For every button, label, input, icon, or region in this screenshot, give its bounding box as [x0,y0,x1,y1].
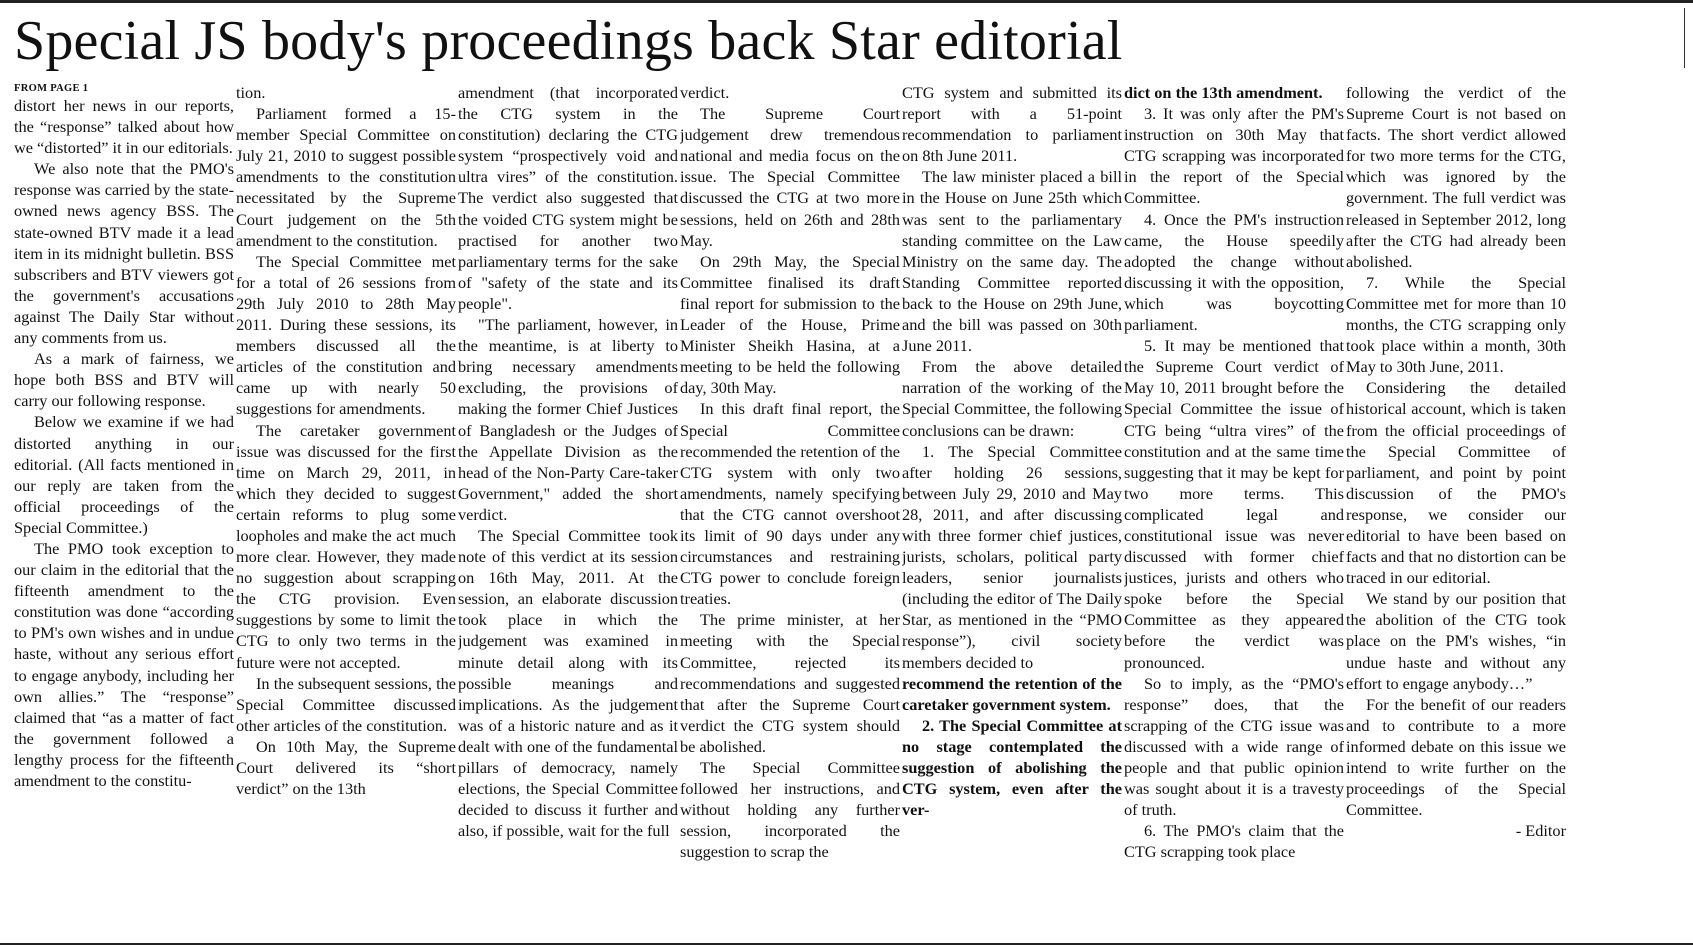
paragraph: 1. The Special Committee after holding 26 sessions, between July 29, 2010 and May 28, 2011, and after discussing with three former chief justices, jurists, scholars, political party leaders, senior journalists (including the editor of The Daily Star, as mentioned in the “PMO response”), civil society members decided to [902,441,1122,672]
bold-paragraph: dict on the 13th amendment. [1124,83,1323,102]
paragraph: 6. The PMO's claim that the CTG scrapping took place [1124,821,1344,862]
column-1 [14,82,234,938]
top-rule [0,0,1693,3]
column-7 [1346,82,1566,938]
paragraph: 7. While the Special Committee met for more than 10 months, the CTG scrapping only took place within a month, 30th May to 30th June, 2011. [1346,272,1566,377]
paragraph: tion. [236,83,266,102]
bold-paragraph: recommend the retention of the caretaker government system. [902,673,1122,714]
paragraph: The caretaker government issue was discussed for the first time on March 29, 2011, in which they decided to suggest certain reforms to plug some loopholes and make the act much more clear. However, they made no suggestion about scrapping the CTG provision. Even suggestions by some to limit the CTG to only two terms in the future were not accepted. [236,420,456,672]
paragraph: The Supreme Court judgement drew tremendous national and media focus on the issue. The Special Committee discussed the CTG at two more sessions, held on 26th and 28th May. [680,104,900,250]
bold-paragraph: 2. The Special Committee at no stage contemplated the suggestion of abolishing the CTG system, even after the ver- [902,715,1122,820]
headline: Special JS body's proceedings back Star editorial [14,10,1123,72]
paragraph: distort her news in our reports, the “response” talked about how we “distorted” it in our editorials. [14,96,234,158]
paragraph: Considering the detailed historical account, which is taken from the official proceedings of the Special Committee of parliament, and point by point discussion of the PMO's response, we consider our editorial to have been based on facts and that no distortion can be traced in our editorial. [1346,378,1566,588]
paragraph: The Special Committee followed her instructions, and without holding any further session, incorporated the suggestion to scrap the [680,758,900,862]
paragraph: "The parliament, however, in the meantime, is at liberty to bring necessary amendments excluding, the provisions of making the former Chief Justices of Bangladesh or the Judges of the Appellate Division as the head of the Non-Party Care-taker Government," added the short verdict. [458,315,678,524]
paragraph: The PMO took exception to our claim in the editorial that the fifteenth amendment to the constitution was done “according to PM's own wishes and in undue haste, without any serious effort to engage anybody, including her own allies.” The “response” claimed that “as a matter of fact the government followed a lengthy process for the fifteenth amendment to the constitu- [14,538,234,790]
paragraph: For the benefit of our readers and to contribute to a more informed debate on this issue we intend to write further on the proceedings of the Special Committee. [1346,694,1566,820]
article-body [14,82,1682,938]
from-page-label: FROM PAGE 1 [14,83,89,94]
paragraph: Below we examine if we had distorted anything in our editorial. (All facts mentioned in our reply are taken from the official proceedings of the Special Committee.) [14,412,234,537]
column-4 [680,82,900,938]
column-5 [902,82,1122,938]
paragraph: 4. Once the PM's instruction came, the House speedily adopted the change without discussing it with the opposition, which was boycotting parliament. [1124,209,1344,335]
paragraph: following the verdict of the Supreme Court is not based on facts. The short verdict allowed for two more terms for the CTG, which was ignored by the government. The full verdict was released in September 2012, long after the CTG had already been abolished. [1346,83,1566,271]
paragraph: In this draft final report, the Special Committee recommended the retention of the CTG system with only two amendments, namely specifying that the CTG cannot overshoot its limit of 90 days under any circumstances and restraining CTG power to conclude foreign treaties. [680,399,900,609]
paragraph: On 29th May, the Special Committee finalised its draft final report for submission to the Leader of the House, Prime Minister Sheikh Hasina, at a meeting to be held the following day, 30th May. [680,251,900,398]
paragraph: We stand by our position that the abolition of the CTG took place on the PM's wishes, “in undue haste and without any effort to engage anybody…” [1346,589,1566,693]
column-6 [1124,82,1344,938]
paragraph: amendment (that incorporated the CTG system in the constitution) declaring the CTG system “prospectively void and ultra vires” of the constitution. The verdict also suggested that the voided CTG system might be practised for another two parliamentary terms for the sake of "safety of the state and its people". [458,83,678,313]
paragraph: 5. It may be mentioned that the Supreme Court verdict of May 10, 2011 brought before the Special Committee the issue of CTG being “ultra vires” of the constitution and at the same time suggesting that it may be kept for two more terms. This complicated legal and constitutional issue was never discussed with former chief justices, jurists and others who spoke before the Special Committee as they appeared before the verdict was pronounced. [1124,336,1344,672]
column-3 [458,82,678,938]
paragraph: As a mark of fairness, we hope both BSS and BTV will carry our following response. [14,349,234,411]
paragraph: So to imply, as the “PMO's response” does, that the scrapping of the CTG issue was discussed with a wide range of people and that public opinion was sought about it is a travesty of truth. [1124,673,1344,820]
paragraph: In the subsequent sessions, the Special Committee discussed other articles of the constitution. [236,673,456,735]
paragraph: We also note that the PMO's response was carried by the state-owned news agency BSS. The state-owned BTV made it a lead item in its midnight bulletin. BSS subscribers and BTV viewers got the government's accusations against The Daily Star without any comments from us. [14,159,234,348]
paragraph: 3. It was only after the PM's instruction on 30th May that CTG scrapping was incorporated in the report of the Special Committee. [1124,104,1344,208]
paragraph: CTG system and submitted its report with a 51-point recommendation to parliament on 8th June 2011. [902,83,1122,166]
column-2 [236,82,456,938]
paragraph: On 10th May, the Supreme Court delivered its “short verdict” on the 13th [236,736,456,799]
paragraph: The Special Committee took note of this verdict at its session on 16th May, 2011. At the session, an elaborate discussion took place in which the judgement was examined in minute detail along with its possible meanings and implications. As the judgement was of a historic nature and as it dealt with one of the fundamental pillars of democracy, namely elections, the Special Committee decided to discuss it further and also, if possible, wait for the full [458,525,678,841]
paragraph: The law minister placed a bill in the House on June 25th which was sent to the parliamentary standing committee on the Law Ministry on the same day. The Standing Committee reported back to the House on 29th June, and the bill was passed on 30th June 2011. [902,167,1122,356]
right-rule [1684,8,1685,68]
paragraph: The prime minister, at her meeting with the Special Committee, rejected its recommendations and suggested that after the Supreme Court verdict the CTG system should be abolished. [680,610,900,756]
paragraph: The Special Committee met for a total of 26 sessions from 29th July 2010 to 28th May 2011. During these sessions, its members discussed all the articles of the constitution and came up with nearly 50 suggestions for amendments. [236,251,456,419]
editor-signature: - Editor [1515,821,1566,841]
paragraph: Parliament formed a 15-member Special Committee on July 21, 2010 to suggest possible amendments to the constitution necessitated by the Supreme Court judgement on the 5th amendment to the constitution. [236,104,456,250]
paragraph: From the above detailed narration of the working of the Special Committee, the following conclusions can be drawn: [902,357,1122,440]
paragraph: verdict. [680,83,730,102]
bottom-rule [0,943,1693,945]
